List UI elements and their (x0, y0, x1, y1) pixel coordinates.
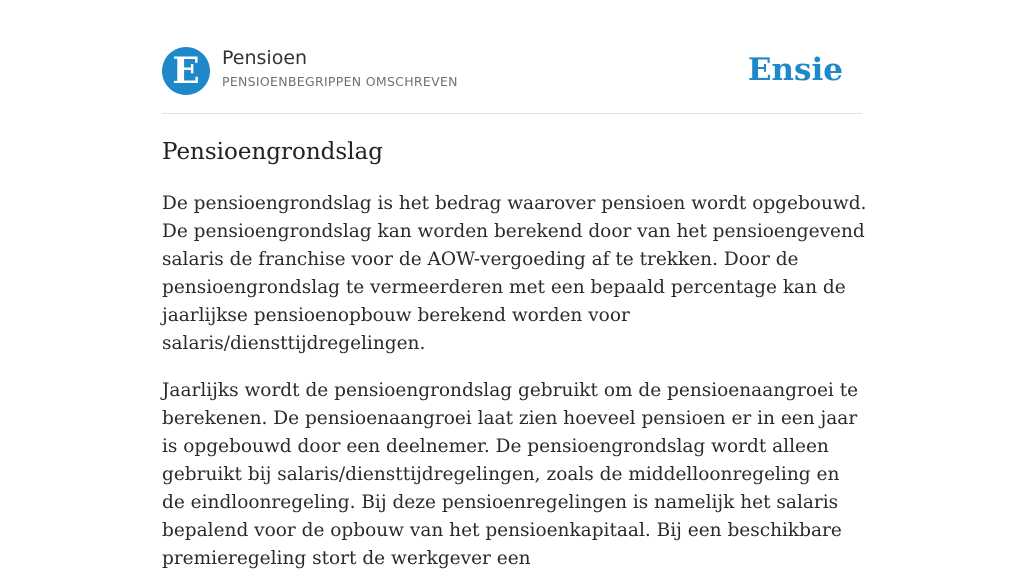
article-paragraph: Jaarlijks wordt de pensioengrondslag gebruikt om de pensioenaangroei te berekenen. De pensioenaangroei laat zien hoeveel pensioen er in een jaar is opgebouwd door een deelnemer. De pensioengrondslag wordt alleen gebruikt bij salaris/diensttijdregelingen, zoals de middelloonregeling en de eindloonregeling. Bij deze pensioenregelingen is namelijk het salaris bepalend voor de opbouw van het pensioenkapitaal. Bij een beschikbare premieregeling stort de werkgever een (162, 380, 859, 569)
header-divider (162, 113, 862, 114)
site-subtitle: PENSIOENBEGRIPPEN OMSCHREVEN (222, 74, 458, 89)
site-header (162, 46, 862, 96)
site-title[interactable]: Pensioen (222, 47, 308, 69)
article (162, 136, 868, 573)
article-title: Pensioengrondslag (162, 139, 383, 165)
article-paragraph: De pensioengrondslag is het bedrag waarover pensioen wordt opgebouwd. De pensioengrondslag kan worden berekend door van het pensioengevend salaris de franchise voor de AOW-vergoeding af te trekken. Door de pensioengrondslag te vermeerderen met een bepaald percentage kan de jaarlijkse pensioenopbouw berekend worden voor salaris/diensttijdregelingen. (162, 193, 867, 354)
ensie-logo-icon[interactable]: E (162, 47, 210, 95)
brand-logo[interactable]: Ensie (747, 52, 843, 88)
